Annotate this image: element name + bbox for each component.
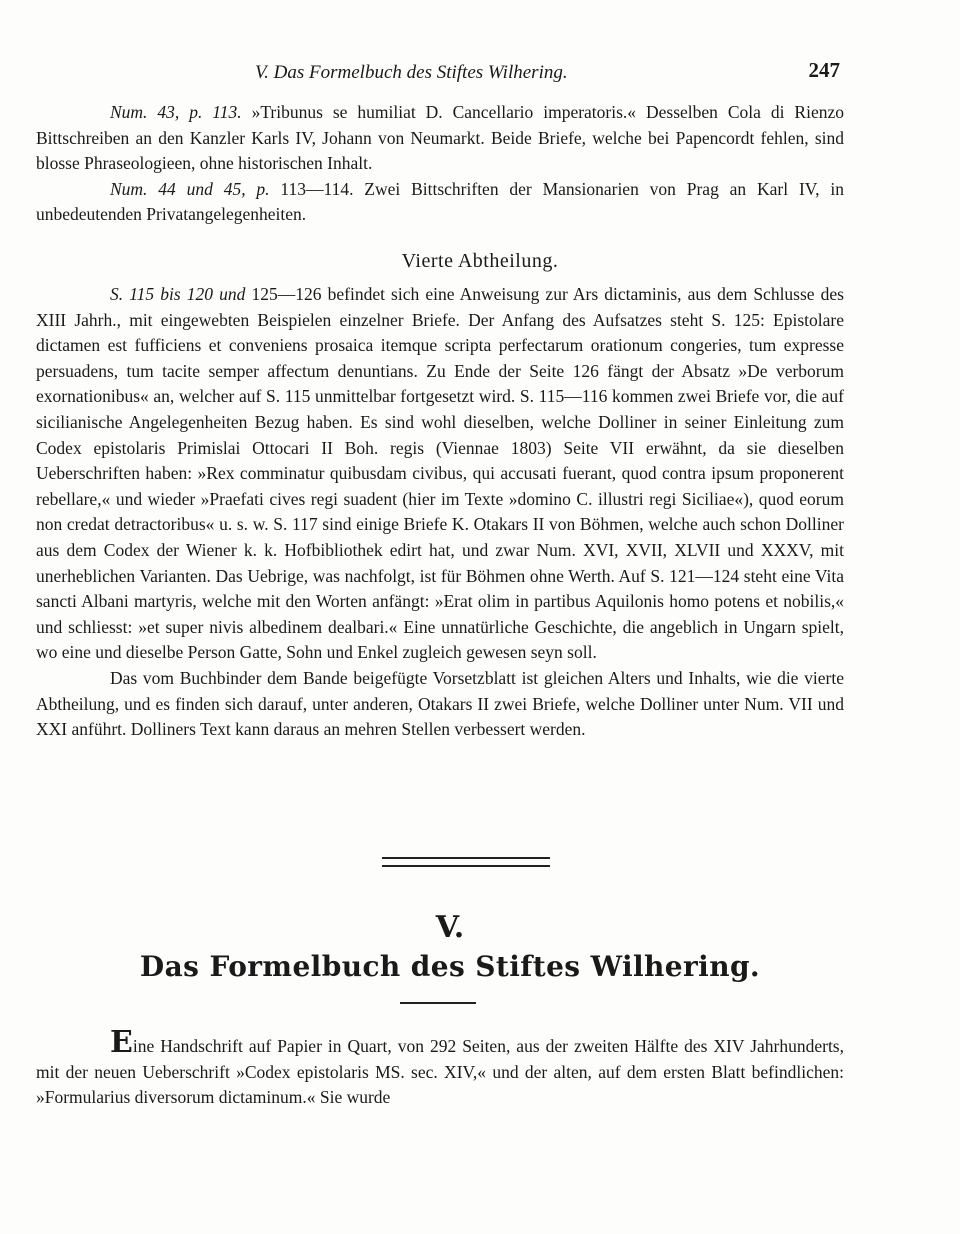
reference-s-115: S. 115 bis 120 und — [110, 284, 246, 304]
paragraph-num-44-45 — [36, 177, 844, 228]
paragraph-num-43 — [36, 100, 844, 177]
initial-letter: E — [110, 1025, 133, 1060]
paragraph-ars-dictaminis — [36, 282, 844, 666]
reference-num-44-45: Num. 44 und 45, p. — [110, 178, 270, 199]
paragraph-text: »Tribunus se humiliat D. Cancellario imperatoris.« Desselben Cola di Rienzo Bittschreiben an den Kanzler Karls IV, Johann von Neumarkt. Beide Briefe, welche bei Papencordt fehlen, sind blosse Phraseologieen, ohne historischen Inhalt. — [36, 102, 844, 174]
paragraph-text: ine Handschrift auf Papier in Quart, von 292 Seiten, aus der zweiten Hälfte des XIV Jahrhunderts, mit der neuen Ueberschrift »Codex epistolaris MS. sec. XIV,« und der alten, auf dem ersten Blatt befindlichen: »Formularius diversorum dictaminum.« Sie wurde — [36, 1036, 844, 1108]
reference-num-43: Num. 43, p. 113. — [110, 102, 242, 122]
paragraph-handschrift — [36, 1025, 844, 1111]
section-title: Das Formelbuch des Stiftes Wilhering. — [139, 950, 761, 983]
running-title: V. Das Formelbuch des Stiftes Wilhering. — [255, 62, 568, 83]
paragraph-vorsetzblatt: Das vom Buchbinder dem Bande beigefügte Vorsetzblatt ist gleichen Alters und Inhalts, wie die vierte Abtheilung, und es finden sich darauf, unter anderen, Otakars II zwei Briefe, welche Dolliner unter Num. VII und XXI anführt. Dolliners Text kann daraus an mehren Stellen verbessert werden. — [36, 667, 844, 740]
title-underline-rule — [400, 1002, 476, 1004]
section-number: V. — [435, 910, 465, 945]
text-block-abtheilung-end — [36, 100, 844, 228]
paragraph-text: 125—126 befindet sich eine Anweisung zur Ars dictaminis, aus dem Schlusse des XIII Jahrh., mit eingewebten Beispielen einzelner Briefe. Der Anfang des Aufsatzes steht S. 125: Epistolare dictamen est fufficiens et conveniens prosaica itemque scripta perfectarum orationum congeries, tum expresse persuadens, tum tacite semper affectum denuntians. Zu Ende der Seite 126 fängt der Absatz »De verborum exornationibus« an, welcher auf S. 115 unmittelbar fortgesetzt wird. S. 115—116 kommen zwei Briefe vor, die auf sicilianische Angelegenheiten Bezug haben. Es sind wohl dieselben, welche Dolliner in seiner Einleitung zum Codex epistolaris Primislai Ottocari II Boh. regis (Viennae 1803) Seite VII erwähnt, da sie dieselben Ueberschriften haben: »Rex comminatur quibusdam civibus, qui accusati fuerant, quod contra ipsum proponerent rebellare,« und wieder »Praefati cives regi suadent (hier im Texte »domino C. illustri regi Siciliae«), quod eorum non credat detractoribus« u. s. w. S. 117 sind einige Briefe K. Otakars II von Böhmen, welche auch schon Dolliner aus dem Codex der Wiener k. k. Hofbibliothek edirt hat, und zwar Num. XVI, XVII, XLVII und XXXV, mit unerheblichen Varianten. Das Uebrige, was nachfolgt, ist für Böhmen ohne Werth. Auf S. 121—124 steht eine Vita sancti Albani martyris, welche mit den Worten anfängt: »Erat olim in partibus Aquilonis homo potens et nobilis,« und schliesst: »et super nivis albedinem dealbari.« Eine unnatürliche Geschichte, die angeblich in Ungarn spielt, wo eine und dieselbe Person Gatte, Sohn und Enkel zugleich gewesen seyn soll. — [36, 284, 844, 663]
subheading-vierte-abtheilung: Vierte Abtheilung. — [401, 250, 559, 272]
text-block-section-v — [36, 1025, 844, 1111]
paragraph-text: 113—114. Zwei Bittschriften der Mansionarien von Prag an Karl IV, in unbedeutenden Privatangelegenheiten. — [36, 178, 844, 225]
text-block-vierte-abtheilung — [36, 282, 844, 743]
double-rule-divider — [382, 857, 550, 867]
page-number: 247 — [808, 58, 840, 82]
